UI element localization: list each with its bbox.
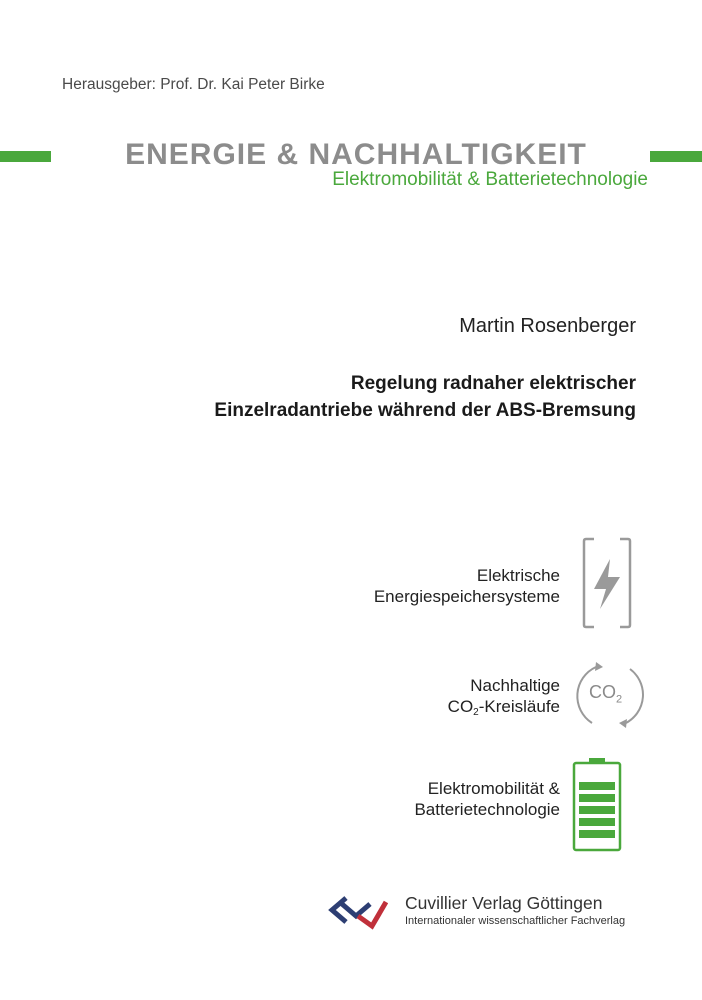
topic-energy-storage-line1: Elektrische xyxy=(476,566,560,585)
topic-emobility xyxy=(414,778,560,820)
book-title xyxy=(214,370,636,424)
topic-energy-storage-line2: Energiespeichersysteme xyxy=(373,587,560,606)
book-title-line2: Einzelradantriebe während der ABS-Bremsung xyxy=(214,400,636,421)
author-name: Martin Rosenberger xyxy=(459,315,636,337)
topic-emobility-line2: Batterietechnologie xyxy=(414,800,560,819)
co2-icon-text: CO xyxy=(589,682,616,702)
topic-energy-storage xyxy=(374,565,560,607)
lightning-phone-icon xyxy=(582,537,632,634)
publisher-tagline: Internationaler wissenschaftlicher Fachverlag xyxy=(405,915,626,927)
accent-bar-left xyxy=(0,151,51,162)
battery-icon xyxy=(572,758,622,857)
topic-co2-cycles xyxy=(448,675,560,723)
topic-co2-line2: $CO_2$-Kreisläufe xyxy=(447,697,560,718)
editor-line: Herausgeber: Prof. Dr. Kai Peter Birke xyxy=(62,76,325,93)
co2-cycle-icon: $CO_2$ xyxy=(570,655,650,740)
publisher-name: Cuvillier Verlag Göttingen xyxy=(405,893,603,913)
topic-emobility-line1: Elektromobilität & xyxy=(427,779,560,798)
cuvillier-logo-icon xyxy=(322,890,388,935)
topic-co2-line1: Nachhaltige xyxy=(470,676,560,695)
accent-bar-right xyxy=(650,151,702,162)
series-title: ENERGIE & NACHHALTIGKEIT xyxy=(125,138,587,171)
series-subtitle: Elektromobilität & Batterietechnologie xyxy=(332,169,648,190)
book-title-line1: Regelung radnaher elektrischer xyxy=(350,373,636,394)
